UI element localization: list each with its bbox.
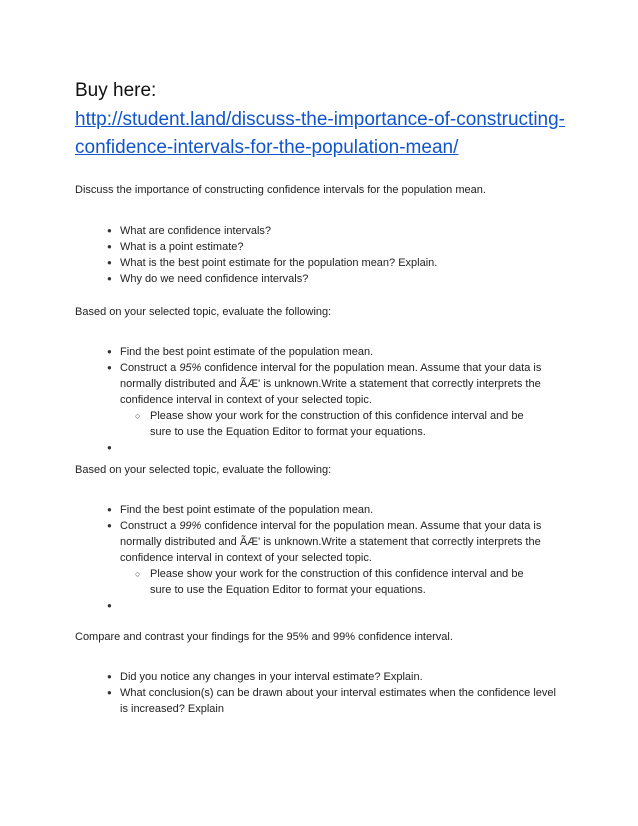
intro-paragraph: Discuss the importance of constructing confidence intervals for the population mean.: [75, 184, 486, 196]
section2-heading: Based on your selected topic, evaluate the following:: [75, 464, 332, 476]
list-item: ● Find the best point estimate of the population mean.: [75, 502, 562, 518]
list-item: [75, 518, 562, 598]
section2-sub-list: [120, 566, 562, 598]
compare-bullet-list: [75, 669, 562, 717]
section1-sub-list: [120, 408, 562, 440]
product-link[interactable]: http://student.land/discuss-the-importance-of-constructing-confidence-intervals-for-the-population-mean/: [75, 109, 566, 158]
empty-list-item: [75, 440, 562, 456]
construct-text: confidence interval for the population mean. Assume that your data is normally distributed and ÃÆ' is unknown.Write a statement that correctly interprets the confidence interval in context of your selected topic.: [120, 362, 542, 406]
section1-bullet-list: [75, 344, 562, 456]
section1-heading: Based on your selected topic, evaluate the following:: [75, 306, 332, 318]
buy-here-label: Buy here:: [75, 80, 157, 101]
construct-prefix: Construct a: [120, 362, 180, 374]
list-item: ● What are confidence intervals?: [75, 223, 562, 239]
sub-list-item: ○ Please show your work for the construction of this confidence interval and be sure to use the Equation Editor to format your equations.: [120, 566, 546, 598]
empty-list-item: [75, 598, 562, 614]
list-item: ● What conclusion(s) can be drawn about your interval estimates when the confidence level is increased? Explain: [75, 685, 562, 717]
list-item: ● Why do we need confidence intervals?: [75, 271, 562, 287]
list-item: [75, 360, 562, 440]
confidence-level: 99%: [179, 520, 202, 532]
list-item: ● What is a point estimate?: [75, 239, 562, 255]
list-item: ● Find the best point estimate of the population mean.: [75, 344, 562, 360]
construct-text: confidence interval for the population mean. Assume that your data is normally distributed and ÃÆ' is unknown.Write a statement that correctly interprets the confidence interval in context of your selected topic.: [120, 520, 542, 564]
section2-bullet-list: [75, 502, 562, 614]
intro-bullet-list: [75, 223, 562, 287]
compare-heading: Compare and contrast your findings for the 95% and 99% confidence interval.: [75, 631, 453, 643]
list-item: ● What is the best point estimate for the population mean? Explain.: [75, 255, 562, 271]
construct-prefix: Construct a: [120, 520, 180, 532]
confidence-level: 95%: [179, 362, 202, 374]
list-item: ● Did you notice any changes in your interval estimate? Explain.: [75, 669, 562, 685]
sub-list-item: ○ Please show your work for the construction of this confidence interval and be sure to use the Equation Editor to format your equations.: [120, 408, 546, 440]
